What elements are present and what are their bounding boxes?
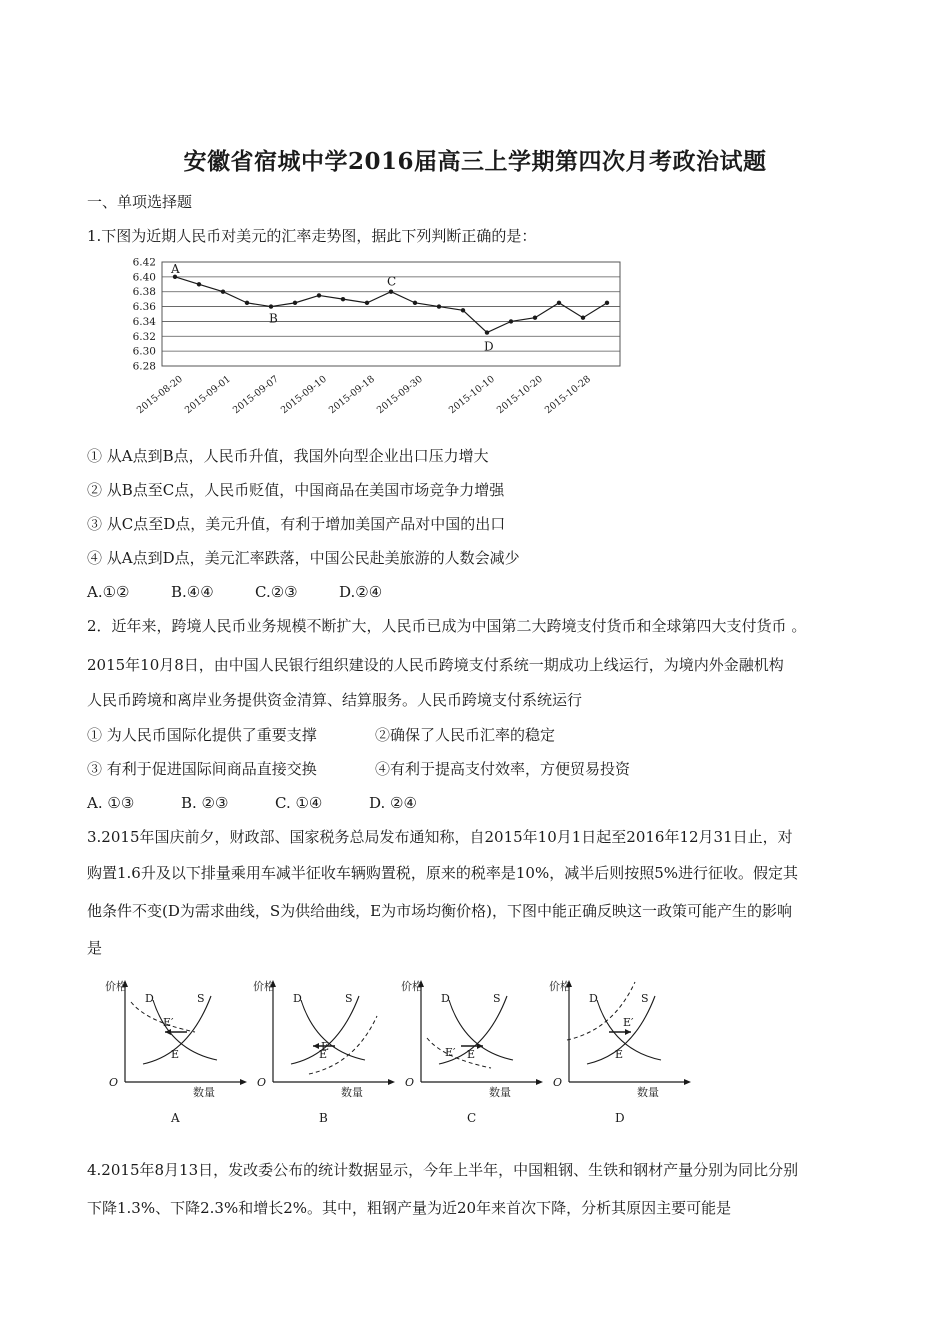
demand-curve: [153, 1000, 217, 1060]
y-axis-label: 价格: [549, 980, 571, 993]
shift-arrow-head: [625, 1029, 631, 1035]
graph-a: [105, 979, 247, 1125]
q1-item-3: ③ 从C点至D点，美元升值，有利于增加美国产品对中国的出口: [87, 515, 506, 533]
data-point: [317, 293, 321, 297]
chart-y-ticks: [133, 257, 157, 373]
curve-label-d: D: [145, 992, 154, 1005]
curve-label-s: S: [641, 992, 649, 1005]
x-axis-arrow: [536, 1079, 543, 1085]
q2-line-2: 2015年10月8日，由中国人民银行组织建设的人民币跨境支付系统一期成功上线运行，为境内外金融机构: [87, 656, 784, 674]
demand-curve: [449, 1000, 513, 1060]
graph-label: C: [467, 1111, 477, 1125]
data-point: [581, 316, 585, 320]
x-axis-label: 数量: [637, 1086, 659, 1099]
graph-label: B: [319, 1111, 328, 1125]
x-tick-label: 2015-08-20: [134, 373, 185, 417]
data-point: [485, 330, 489, 334]
new-equilibrium-label: E′: [321, 1040, 332, 1053]
q2-line-3: 人民币跨境和离岸业务提供资金清算、结算服务。人民币跨境支付系统运行: [87, 691, 583, 709]
q2-item-4: ④有利于提高支付效率，方便贸易投资: [375, 760, 631, 778]
graph-d: [549, 979, 691, 1125]
curve-label-s: S: [493, 992, 501, 1005]
data-point: [365, 301, 369, 305]
x-tick-label: 2015-10-10: [446, 373, 497, 417]
x-tick-label: 2015-10-20: [494, 373, 545, 417]
new-equilibrium-label: E′: [445, 1046, 456, 1059]
x-axis-arrow: [684, 1079, 691, 1085]
q2-option-a: A. ①③: [87, 794, 135, 812]
data-point: [605, 301, 609, 305]
y-tick-label: 6.36: [132, 301, 156, 314]
q2-items-row-1: [87, 725, 555, 745]
q1-option-d: D.②④: [339, 583, 383, 601]
q3-line-3: 他条件不变(D为需求曲线，S为供给曲线，E为市场均衡价格)，下图中能正确反映这一政策可能产生的影响: [87, 902, 792, 920]
data-point: [557, 301, 561, 305]
new-equilibrium-label: E′: [623, 1016, 634, 1029]
y-tick-label: 6.42: [132, 256, 156, 269]
y-tick-label: 6.28: [132, 360, 156, 373]
q1-options: [87, 582, 382, 602]
q2-item-1: ① 为人民币国际化提供了重要支撑: [87, 726, 317, 744]
data-point: [437, 304, 441, 308]
q3-line-2: 购置1.6升及以下排量乘用车减半征收车辆购置税，原来的税率是10%，减半后则按照5%进行征收。假定其: [87, 864, 798, 882]
shift-arrow-head: [313, 1043, 319, 1049]
point-label-b: B: [269, 311, 278, 326]
q4-line-2: 下降1.3%、下降2.3%和增长2%。其中，粗钢产量为近20年来首次下降，分析其原因主要可能是: [87, 1199, 732, 1217]
y-tick-label: 6.40: [132, 271, 156, 284]
x-tick-label: 2015-09-30: [374, 373, 425, 417]
y-tick-label: 6.34: [132, 315, 156, 328]
x-tick-label: 2015-09-01: [182, 373, 233, 417]
x-tick-label: 2015-09-07: [230, 373, 281, 417]
q4-line-1: 4.2015年8月13日，发改委公布的统计数据显示，今年上半年，中国粗钢、生铁和钢材产量分别为同比分别: [87, 1161, 799, 1179]
x-axis-label: 数量: [341, 1086, 363, 1099]
x-tick-label: 2015-09-18: [326, 373, 377, 417]
origin-label: O: [553, 1076, 563, 1089]
q1-option-a: A.①②: [87, 583, 130, 601]
new-equilibrium-label: E′: [163, 1016, 174, 1029]
origin-label: O: [109, 1076, 119, 1089]
shifted-demand-curve: [427, 1038, 491, 1068]
y-tick-label: 6.30: [132, 345, 156, 358]
x-axis-label: 数量: [489, 1086, 511, 1099]
shift-arrow-head: [477, 1043, 483, 1049]
q2-item-2: ②确保了人民币汇率的稳定: [375, 726, 556, 744]
curve-label-s: S: [345, 992, 353, 1005]
point-label-d: D: [484, 339, 494, 354]
x-tick-label: 2015-09-10: [278, 373, 329, 417]
chart-x-ticks: [135, 374, 593, 416]
q3-line-1: 3.2015年国庆前夕，财政部、国家税务总局发布通知称，自2015年10月1日起至2016年12月31日止，对: [87, 828, 793, 846]
data-point: [245, 301, 249, 305]
q3-line-4: 是: [87, 939, 103, 957]
graph-b: [253, 979, 395, 1125]
data-point: [269, 304, 273, 308]
section-heading: 一、单项选择题: [87, 193, 193, 211]
y-axis-label: 价格: [401, 980, 423, 993]
exchange-rate-chart: [110, 252, 630, 432]
x-axis-arrow: [388, 1079, 395, 1085]
data-point: [509, 319, 513, 323]
q2-items-row-2: [87, 759, 630, 779]
equilibrium-label: E: [615, 1048, 624, 1061]
q2-option-b: B. ②③: [181, 794, 229, 812]
graph-label: A: [171, 1111, 180, 1125]
data-point: [221, 290, 225, 294]
graph-c: [401, 979, 543, 1125]
q1-item-1: ① 从A点到B点，人民币升值，我国外向型企业出口压力增大: [87, 447, 489, 465]
equilibrium-label: E: [467, 1048, 476, 1061]
q2-line-1: 2．近年来，跨境人民币业务规模不断扩大，人民币已成为中国第二大跨境支付货币和全球第四大支付货币 。: [87, 617, 807, 635]
curve-label-d: D: [293, 992, 302, 1005]
demand-curve: [597, 1000, 661, 1060]
point-label-c: C: [387, 274, 397, 289]
q2-item-3: ③ 有利于促进国际间商品直接交换: [87, 760, 317, 778]
y-axis-label: 价格: [105, 980, 127, 993]
page-title: 安徽省宿城中学2016届高三上学期第四次月考政治试题: [183, 148, 767, 175]
data-point: [533, 316, 537, 320]
data-point: [413, 301, 417, 305]
curve-label-d: D: [589, 992, 598, 1005]
graph-label: D: [615, 1111, 625, 1125]
y-tick-label: 6.32: [132, 330, 156, 343]
origin-label: O: [257, 1076, 267, 1089]
data-point: [293, 301, 297, 305]
supply-demand-graphs: [95, 972, 715, 1132]
q1-stem: 1.下图为近期人民币对美元的汇率走势图，据此下列判断正确的是：: [87, 227, 537, 245]
q1-option-c: C.②③: [255, 583, 298, 601]
point-label-a: A: [171, 261, 180, 276]
q2-options: [87, 793, 417, 813]
data-point: [389, 290, 393, 294]
y-tick-label: 6.38: [132, 286, 156, 299]
origin-label: O: [405, 1076, 415, 1089]
x-tick-label: 2015-10-28: [542, 373, 593, 417]
q2-option-d: D. ②④: [369, 794, 417, 812]
data-point: [461, 308, 465, 312]
shifted-supply-curve: [309, 1016, 377, 1074]
x-axis-label: 数量: [193, 1086, 215, 1099]
q1-item-4: ④ 从A点到D点，美元汇率跌落，中国公民赴美旅游的人数会减少: [87, 549, 520, 567]
equilibrium-label: E: [319, 1048, 328, 1061]
q2-option-c: C. ①④: [275, 794, 323, 812]
demand-curve: [301, 1000, 365, 1060]
x-axis-arrow: [240, 1079, 247, 1085]
q1-option-b: B.④④: [171, 583, 214, 601]
curve-label-d: D: [441, 992, 450, 1005]
data-point: [341, 297, 345, 301]
y-axis-label: 价格: [253, 980, 275, 993]
q1-item-2: ② 从B点至C点，人民币贬值，中国商品在美国市场竞争力增强: [87, 481, 505, 499]
curve-label-s: S: [197, 992, 205, 1005]
equilibrium-label: E: [171, 1048, 180, 1061]
data-point: [197, 282, 201, 286]
